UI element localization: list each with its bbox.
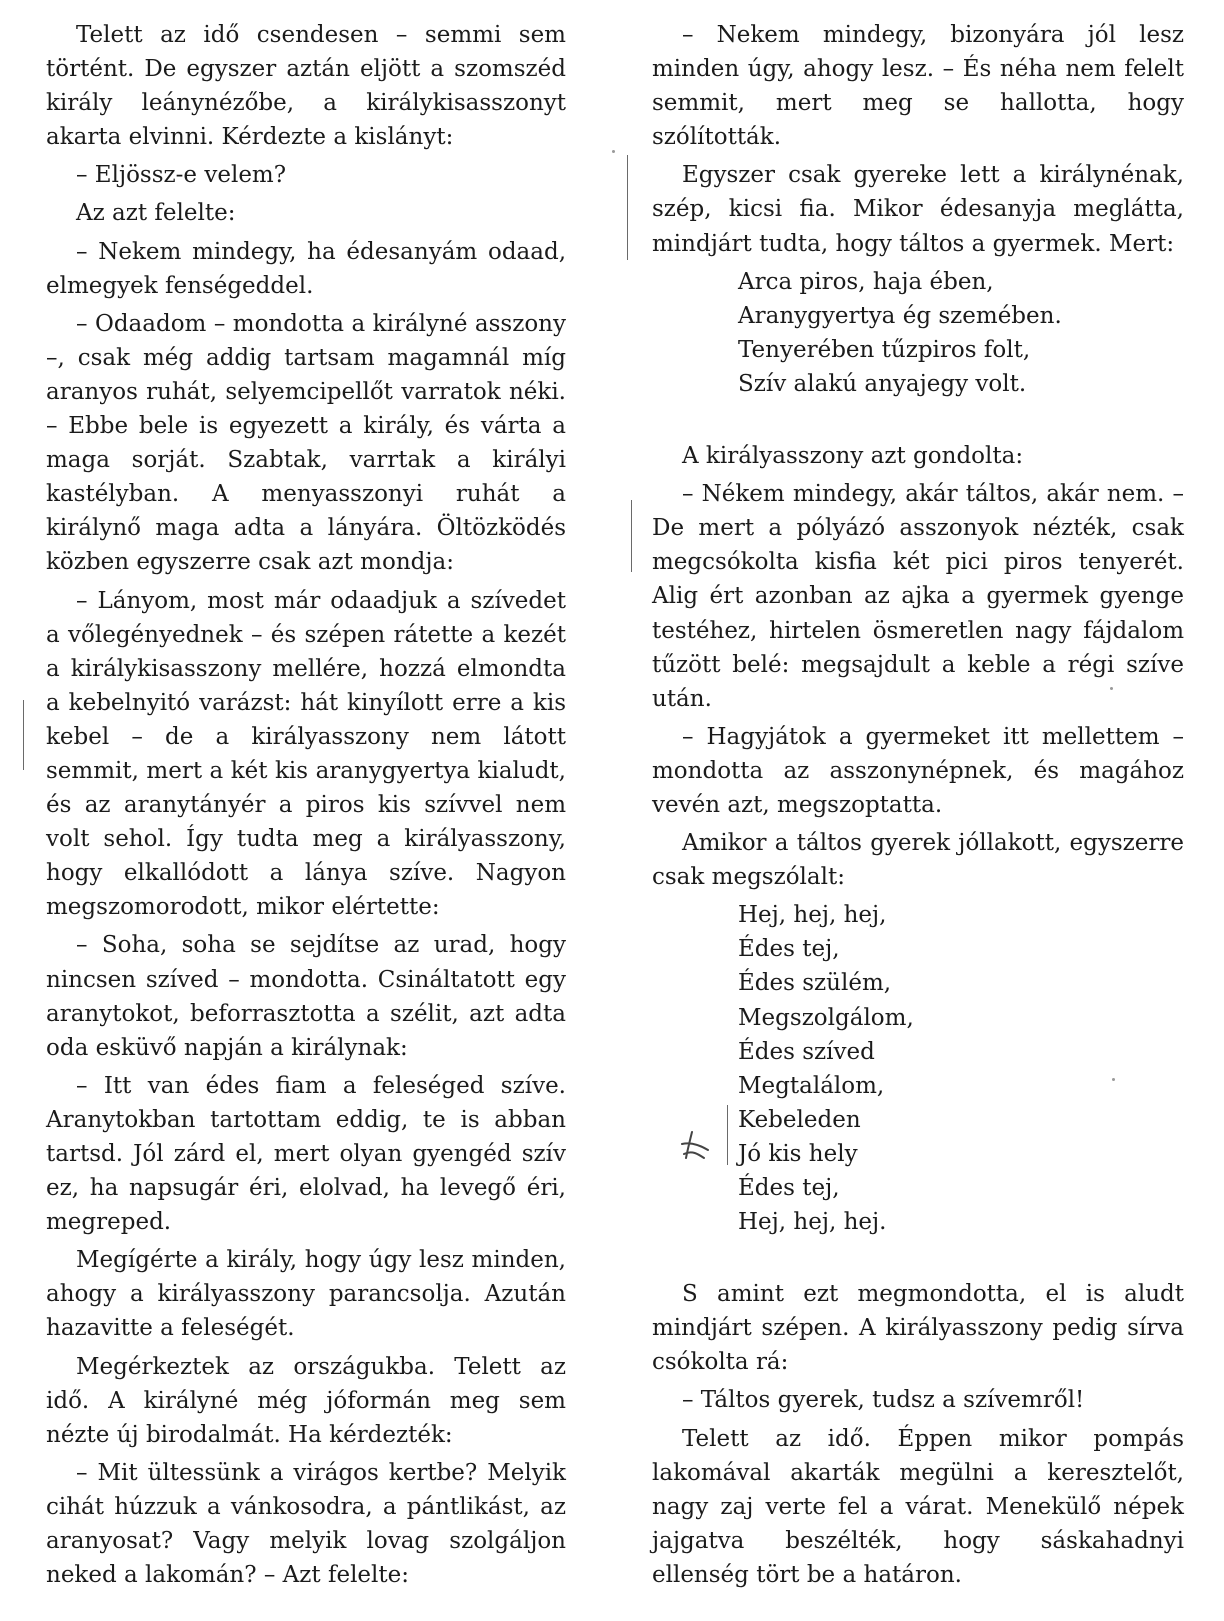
verse-line: Kebeleden	[738, 1106, 861, 1133]
verse-line: Édes szíved	[738, 1038, 875, 1065]
blank-line	[652, 405, 1184, 439]
paragraph: S amint ezt megmondotta, el is aludt mindjárt szépen. A királyasszony pedig sírva csókolta rá:	[652, 1281, 1184, 1376]
paragraph: Az azt felelte:	[76, 200, 236, 227]
paragraph: – Eljössz-e velem?	[76, 162, 287, 189]
paragraph: – Mit ültessünk a virágos kertbe? Melyik cihát húzzuk a vánkosodra, a pántlikást, az aranyosat? Vagy melyik lovag szolgáljon neked a lakomán? – Azt felelte:	[46, 1459, 566, 1589]
paragraph: A királyasszony azt gondolta:	[682, 443, 1024, 470]
paragraph: – Soha, soha se sejdítse az urad, hogy nincsen szíved – mondotta. Csináltatott egy aranytokot, beforrasztotta a szélit, azt adta oda esküvő napján a királynak:	[46, 932, 566, 1061]
margin-pencil-line	[631, 500, 632, 572]
blank-line	[652, 1243, 1184, 1277]
paragraph: – Nekem mindegy, bizonyára jól lesz minden úgy, ahogy lesz. – És néha nem felelt semmit, mert meg se hallotta, hogy szólították.	[652, 22, 1184, 151]
verse-line: Arca piros, haja ében,	[738, 268, 994, 295]
margin-pencil-line	[727, 1105, 728, 1165]
verse-line: Aranygyertya ég szemében.	[738, 302, 1062, 329]
paragraph: – Itt van édes fiam a feleséged szíve. Aranytokban tartottam eddig, te is abban tartsd. Jól zárd el, mert olyan gyengéd szív ez, ha napsugár éri, elolvad, ha levegő éri, megreped.	[46, 1072, 566, 1236]
verse-line: Hej, hej, hej,	[738, 902, 887, 929]
paragraph: Amikor a táltos gyerek jóllakott, egyszerre csak megszólalt:	[652, 830, 1184, 891]
paragraph: Megérkeztek az országukba. Telett az idő. A királyné még jóformán meg sem nézte új birodalmát. Ha kérdezték:	[46, 1353, 566, 1448]
paragraph: Telett az idő csendesen – semmi sem történt. De egyszer aztán eljött a szomszéd király leánynézőbe, a királykisasszonyt akarta elvinni. Kérdezte a kislányt:	[46, 22, 566, 151]
margin-pencil-line	[627, 155, 628, 260]
verse-line: Tenyerében tűzpiros folt,	[738, 336, 1031, 363]
verse-line: Édes tej,	[738, 1175, 840, 1201]
margin-pencil-line	[23, 700, 24, 770]
verse-line: Édes tej,	[738, 936, 840, 963]
verse-line: Megtalálom,	[738, 1072, 885, 1099]
verse-block	[652, 265, 1184, 401]
paragraph: – Nékem mindegy, akár táltos, akár nem. – De mert a pólyázó asszonyok nézték, csak megcsókolta kisfia két pici piros tenyerét. Alig ért azonban az ajka a gyermek gyenge testéhez, hirtelen ösmeretlen nagy fájdalom tűzött belé: megsajdult a keble a régi szíve után.	[652, 481, 1184, 712]
margin-pencil-mark-icon	[676, 1128, 716, 1164]
paragraph: – Hagyjátok a gyermeket itt mellettem – mondotta az asszonynépnek, és magához vevén azt, megszoptatta.	[652, 723, 1184, 818]
paragraph: – Táltos gyerek, tudsz a szívemről!	[682, 1387, 1085, 1414]
paper-speck	[1110, 687, 1113, 690]
verse-block	[652, 898, 1184, 1239]
paper-speck	[612, 150, 615, 153]
verse-line: Édes szülém,	[738, 970, 892, 997]
paragraph: – Lányom, most már odaadjuk a szívedet a vőlegényednek – és szépen rátette a kezét a királykisasszony mellére, hozzá elmondta a kebelnyitó varázst: hát kinyílott erre a kis kebel – de a királyasszony nem látott semmit, mert a két kis aranygyertya kialudt, és az aranytányér a piros kis szívvel nem volt sehol. Így tudta meg a királyasszony, hogy elkallódott a lánya szíve. Nagyon megszomorodott, mikor elértette:	[46, 587, 566, 921]
right-column	[652, 18, 1184, 1596]
paragraph: Megígérte a király, hogy úgy lesz minden, ahogy a királyasszony parancsolja. Azután hazavitte a feleségét.	[46, 1247, 566, 1342]
paragraph: Egyszer csak gyereke lett a királynénak, szép, kicsi fia. Mikor édesanyja meglátta, mindjárt tudta, hogy táltos a gyermek. Mert:	[652, 162, 1184, 257]
paragraph: Telett az idő. Éppen mikor pompás lakomával akarták megülni a keresztelőt, nagy zaj verte fel a várat. Menekülő népek jajgatva beszélték, hogy sáskahadnyi ellenség tört be a határon.	[652, 1425, 1184, 1588]
paper-speck	[1112, 1078, 1115, 1081]
verse-line: Szív alakú anyajegy volt.	[738, 370, 1027, 397]
verse-line: Megszolgálom,	[738, 1004, 914, 1031]
verse-line: Jó kis hely	[738, 1140, 858, 1167]
paragraph: – Odaadom – mondotta a királyné asszony –, csak még addig tartsam magamnál míg aranyos ruhát, selyemcipellőt varratok néki. – Ebbe bele is egyezett a király, és várta a maga sorját. Szabtak, varrtak a királyi kastélyban. A menyasszonyi ruhát a királynő maga adta a lányára. Öltözködés közben egyszerre csak azt mondja:	[46, 310, 566, 576]
paragraph: – Nekem mindegy, ha édesanyám odaad, elmegyek fenségeddel.	[46, 238, 566, 299]
verse-line: Hej, hej, hej.	[738, 1209, 887, 1236]
left-column	[46, 18, 566, 1596]
